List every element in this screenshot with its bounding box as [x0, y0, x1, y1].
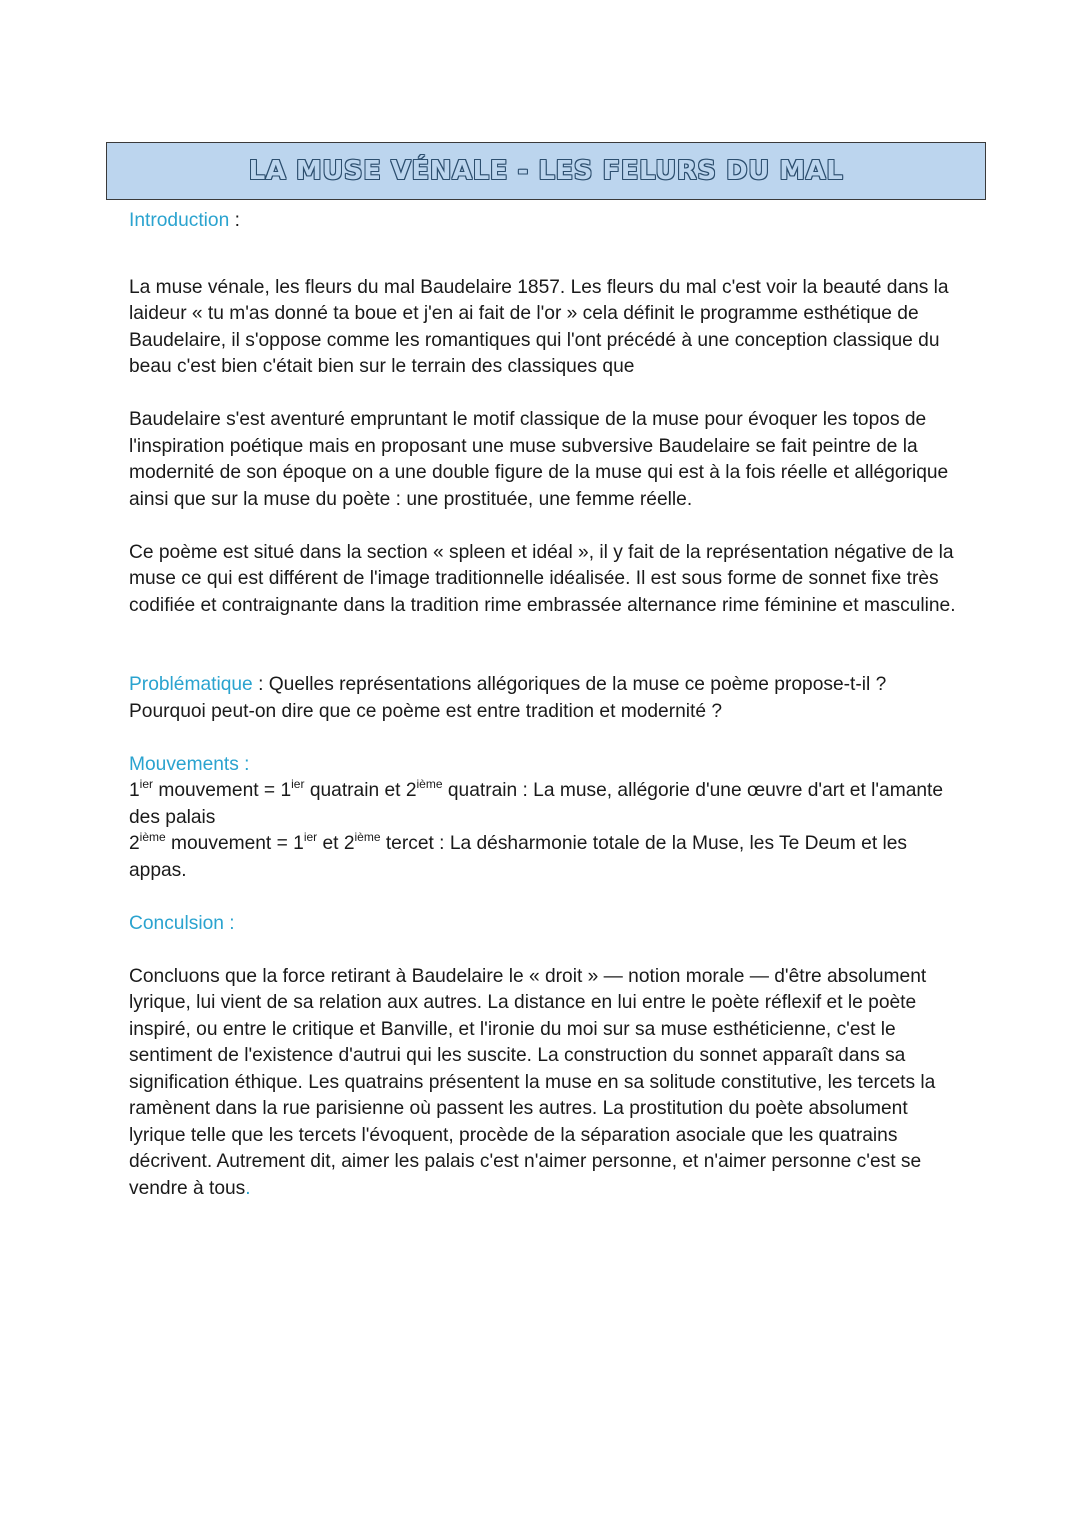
mouvement-2-part-c: tercet : La désharmonie totale de la Muse, les Te Deum et les appas. — [129, 833, 908, 881]
mouvement-1-part-b: quatrain et 2 — [304, 780, 417, 801]
conclusion-paragraph — [129, 964, 959, 1203]
introduction-paragraph-2: Baudelaire s'est aventuré empruntant le motif classique de la muse pour évoquer les topos de l'inspiration poétique mais en proposant une muse subversive Baudelaire se fait peintre de la modernité de son époque on a une double figure de la muse qui est à la fois réelle et allégorique ainsi que sur la muse du poète : une prostituée, une femme réelle. — [129, 409, 949, 510]
mouvement-2-part-a-sup: ier — [303, 830, 318, 844]
title-banner — [106, 142, 986, 200]
problematique-text: : Quelles représentations allégoriques de la muse ce poème propose-t-il ? Pourquoi peut-on dire que ce poème est entre tradition et modernité ? — [129, 674, 887, 722]
problematique-heading: Problématique — [129, 674, 253, 695]
document-body — [129, 208, 959, 1202]
mouvement-1-part-b-sup: ième — [416, 777, 443, 791]
conclusion-text: Concluons que la force retirant à Baudelaire le « droit » — notion morale — d'être absolument lyrique, lui vient de sa relation aux autres. La distance en lui entre le poète réflexif et le poète inspiré, ou entre le critique et Banville, et l'ironie du moi sur sa muse esthéticienne, c'est le sentiment de l'existence d'autrui qui les suscite. La construction du sonnet apparaît dans sa signification éthique. Les quatrains présentent la muse en sa solitude constitutive, les tercets la ramènent dans la rue parisienne où passent les autres. La prostitution du poète absolument lyrique telle que les tercets l'évoquent, procède de la séparation asociale que les quatrains décrivent. Autrement dit, aimer les palais c'est n'aimer personne, et n'aimer personne c'est se vendre à tous — [129, 965, 936, 1199]
problematique-paragraph — [129, 672, 959, 725]
mouvement-1-part-a: mouvement = 1 — [153, 780, 292, 801]
mouvement-1-number: 1 — [129, 780, 140, 801]
mouvement-1 — [129, 778, 959, 831]
mouvement-2-number-sup: ième — [139, 830, 166, 844]
mouvement-2-part-a: mouvement = 1 — [165, 833, 304, 854]
mouvements-heading: Mouvements : — [129, 753, 250, 775]
introduction-heading — [129, 208, 959, 235]
introduction-heading-colon: : — [229, 210, 240, 231]
mouvement-2-number: 2 — [129, 833, 140, 854]
mouvement-1-number-sup: ier — [139, 777, 154, 791]
conclusion-heading: Conculsion : — [129, 912, 235, 934]
introduction-paragraph-1: La muse vénale, les fleurs du mal Baudelaire 1857. Les fleurs du mal c'est voir la beauté dans la laideur « tu m'as donné ta boue et j'en ai fait de l'or » cela définit le programme esthétique de Baudelaire, il s'oppose comme les romantiques qui l'ont précédé à une conception classique du beau c'est bien c'était bien sur le terrain des classiques que — [129, 276, 949, 377]
mouvement-1-part-c: quatrain : La muse, allégorie d'une œuvre d'art et l'amante des palais — [129, 780, 944, 828]
mouvement-1-part-a-sup: ier — [291, 777, 305, 791]
introduction-heading-label: Introduction — [129, 210, 230, 231]
introduction-paragraph-3: Ce poème est situé dans la section « spleen et idéal », il y fait de la représentation négative de la muse ce qui est différent de l'image traditionnelle idéalisée. Il est sous forme de sonnet fixe très codifiée et contraignante dans la tradition rime embrassée alternance rime féminine et masculine. — [129, 541, 956, 616]
mouvement-2-part-b-sup: ième — [354, 830, 381, 844]
mouvement-2-part-b: et 2 — [317, 833, 355, 854]
page-title: LA MUSE VÉNALE - LES FELURS DU MAL — [248, 156, 844, 186]
conclusion-end-dot: . — [245, 1177, 251, 1199]
mouvement-2 — [129, 831, 959, 884]
